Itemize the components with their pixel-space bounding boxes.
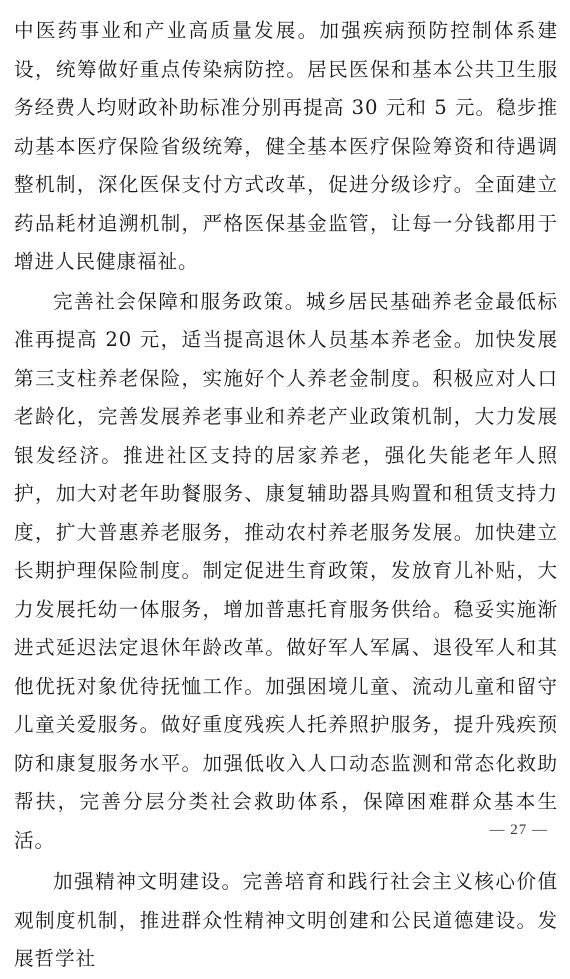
paragraph-social-security: [14, 283, 558, 861]
document-body: [14, 0, 558, 979]
paragraph-lead: 加强精神文明建设。: [53, 870, 243, 893]
paragraph-text: 中医药事业和产业高质量发展。加强疾病预防控制体系建设，统筹做好重点传染病防控。居民医保和基本公共卫生服务经费人均财政补助标准分别再提高 30 元和 5 元。稳步推动基本医疗保险省级统筹，健全基本医疗保险筹资和待遇调整机制，深化医保支付方式改革，促进分级诊疗。全面建立药品耗材追溯机制，严格医保基金监管，让每一分钱都用于增进人民健康福祉。: [14, 19, 558, 273]
page-number: — 27 —: [489, 822, 548, 838]
paragraph-healthcare: [14, 0, 558, 282]
paragraph-text: 完善培育和践行社会主义核心价值观制度机制，推进群众性精神文明创建和公民道德建设。发展哲学社: [14, 870, 558, 970]
paragraph-text: 城乡居民基础养老金最低标准再提高 20 元，适当提高退休人员基本养老金。加快发展第三支柱养老保险，实施好个人养老金制度。积极应对人口老龄化，完善发展养老事业和养老产业政策机制，大力发展银发经济。推进社区支持的居家养老，强化失能老年人照护，加大对老年助餐服务、康复辅助器具购置和租赁支持力度，扩大普惠养老服务，推动农村养老服务发展。加快建立长期护理保险制度。制定促进生育政策，发放育儿补贴，大力发展托幼一体服务，增加普惠托育服务供给。稳妥实施渐进式延迟法定退休年龄改革。做好军人军属、退役军人和其他优抚对象优待抚恤工作。加强困境儿童、流动儿童和留守儿童关爱服务。做好重度残疾人托养照护服务，提升残疾预防和康复服务水平。加强低收入人口动态监测和常态化救助帮扶，完善分层分类社会救助体系，保障困难群众基本生活。: [14, 289, 558, 852]
paragraph-lead: 完善社会保障和服务政策。: [53, 289, 306, 313]
paragraph-spiritual-civilization: [14, 863, 558, 979]
